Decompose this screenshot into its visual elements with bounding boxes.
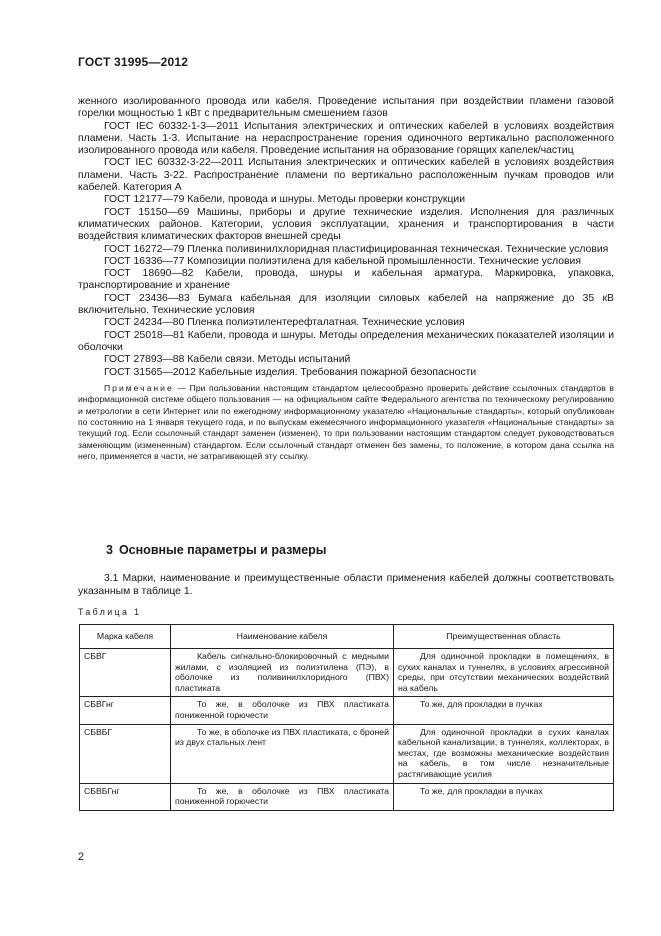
table-row (80, 724, 614, 783)
reference-item: ГОСТ 23436—83 Бумага кабельная для изоляции силовых кабелей на напряжение до 35 кВ включительно. Технические условия (78, 292, 614, 317)
table-header-row (80, 625, 614, 649)
cell-name: То же, в оболочке из ПВХ пластиката пониженной горючести (171, 697, 394, 724)
reference-item: ГОСТ 16336—77 Композиции полиэтилена для кабельной промышленности. Технические условия (104, 255, 581, 267)
reference-item: женного изолированного провода или кабеля. Проведение испытания при воздействии пламени газовой горелки мощностью 1 кВт с предварительным смешением газов (78, 96, 614, 120)
section-title: Основные параметры и размеры (118, 543, 327, 557)
section-number: 3 (106, 543, 113, 557)
reference-item: ГОСТ IEC 60332-3-22—2011 Испытания электрических и оптических кабелей в условиях воздействия пламени. Часть 3-22. Распространение пламени по вертикально расположенным пучкам проводов или кабелей. Категория А (78, 157, 614, 194)
cell-mark: СБВБГнг (80, 783, 171, 810)
column-header-mark: Марка кабеля (80, 625, 171, 649)
column-header-name: Наименование кабеля (171, 625, 394, 649)
reference-item: ГОСТ IEC 60332-1-3—2011 Испытания электрических и оптических кабелей в условиях воздействия пламени. Часть 1-3. Испытание на нераспространение горения одиночного вертикально расположенного изолированного провода или кабеля. Проведение испытания на образование горящих капелек/частиц (78, 120, 614, 157)
page-number: 2 (78, 851, 85, 863)
cell-area: То же, для прокладки в пучках (394, 783, 614, 810)
note-paragraph (78, 383, 614, 463)
references-block (78, 96, 614, 463)
reference-item: ГОСТ 16272—79 Пленка поливинилхлоридная пластифицированная техническая. Технические условия (104, 243, 609, 255)
note-label: Примечание (104, 382, 174, 393)
reference-item: ГОСТ 15150—69 Машины, приборы и другие технические изделия. Исполнения для различных климатических районов. Категории, условия эксплуатации, хранения и транспортирования в части воздействия климатических факторов внешней среды (78, 206, 614, 243)
cell-name: То же, в оболочке из ПВХ пластиката пониженной горючести (171, 783, 394, 810)
cell-area: Для одиночной прокладки в сухих каналах кабельной канализации, в туннелях, коллекторах, в местах, где возможны механические воздействия на кабель, в том числе незначительные растягивающие усилия (394, 724, 614, 783)
note-text: — При пользовании настоящим стандартом целесообразно проверить действие ссылочных стандартов в информационной системе общего пользования — на официальном сайте Федерального агентства по техническому регулированию и метрологии в сети Интернет или по ежегодному информационному указателю «Национальные стандарты», который опубликован по состоянию на 1 января текущего года, и по выпускам ежемесячного информационного указателя «Национальные стандарты» за текущий год. Если ссылочный стандарт заменен (изменен), то при пользовании настоящим стандартом следует руководствоваться заменяющим (измененным) стандартом. Если ссылочный стандарт отменен без замены, то положение, в котором дана ссылка на него, применяется в части, не затрагивающей эту ссылку. (78, 382, 614, 462)
reference-item: ГОСТ 25018—81 Кабели, провода и шнуры. Методы определения механических показателей изоляции и оболочки (78, 329, 614, 353)
reference-item: ГОСТ 24234—80 Пленка полиэтилентерефталатная. Технические условия (104, 317, 465, 329)
cable-table (79, 624, 614, 811)
paragraph-3-1: 3.1 Марки, наименование и преимущественные области применения кабелей должны соответствовать указанным в таблице 1. (78, 573, 614, 597)
table-caption: Таблица 1 (78, 607, 142, 617)
cell-name: Кабель сигнально-блокировочный с медными жилами, с изоляцией из полиэтилена (ПЭ), в оболочке из поливинилхлоридного (ПВХ) пластиката (171, 649, 394, 697)
cell-area: То же, для прокладки в пучках (394, 697, 614, 724)
cell-mark: СБВГнг (80, 697, 171, 724)
cell-name: То же, в оболочке из ПВХ пластиката, с броней из двух стальных лент (171, 724, 394, 783)
table-row (80, 783, 614, 810)
table-row (80, 697, 614, 724)
reference-item: ГОСТ 31565—2012 Кабельные изделия. Требования пожарной безопасности (104, 366, 477, 378)
section-heading (78, 543, 327, 557)
table-row (80, 649, 614, 697)
document-header: ГОСТ 31995—2012 (78, 55, 189, 69)
reference-item: ГОСТ 12177—79 Кабели, провода и шнуры. Методы проверки конструкции (104, 194, 466, 206)
column-header-area: Преимущественная область (394, 625, 614, 649)
reference-item: ГОСТ 18690—82 Кабели, провода, шнуры и кабельная арматура. Маркировка, упаковка, транспортирование и хранение (78, 268, 614, 292)
cell-mark: СБВБГ (80, 724, 171, 783)
cell-mark: СБВГ (80, 649, 171, 697)
cell-area: Для одиночной прокладки в помещениях, в сухих каналах и туннелях, в условиях агрессивной среды, при отсутствии механических воздействий на кабель (394, 649, 614, 697)
reference-item: ГОСТ 27893—88 Кабели связи. Методы испытаний (104, 354, 351, 366)
